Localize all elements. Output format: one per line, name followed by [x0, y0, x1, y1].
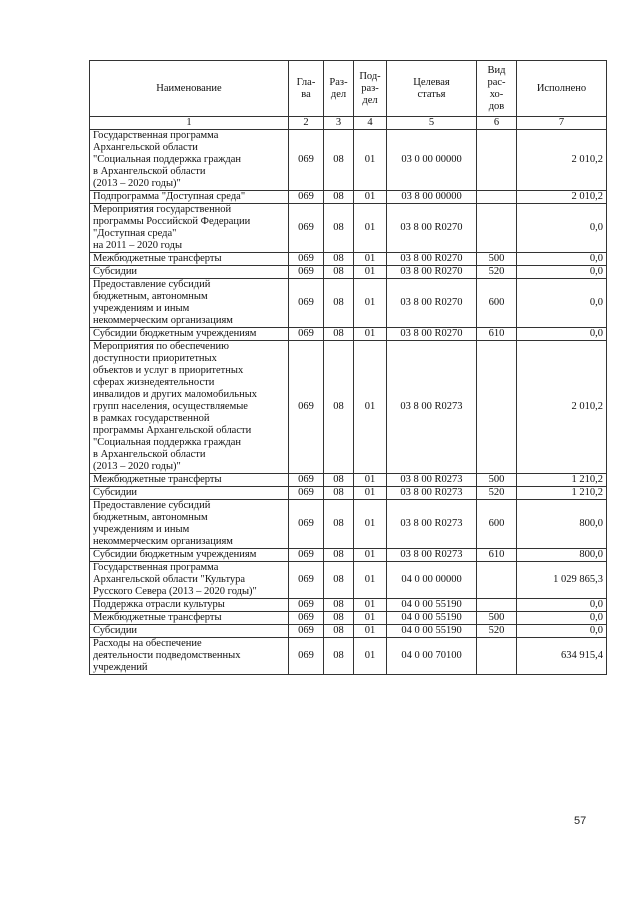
table-row — [90, 253, 607, 266]
row-section: 08 — [324, 500, 354, 549]
row-target: 03 8 00 R0273 — [387, 500, 477, 549]
table-header-row — [90, 61, 607, 117]
row-chapter: 069 — [289, 191, 324, 204]
column-number: 1 — [90, 117, 289, 130]
table-row — [90, 599, 607, 612]
row-executed: 0,0 — [517, 612, 607, 625]
row-target: 04 0 00 55190 — [387, 599, 477, 612]
row-executed: 1 029 865,3 — [517, 562, 607, 599]
row-chapter: 069 — [289, 500, 324, 549]
row-target: 03 8 00 R0270 — [387, 266, 477, 279]
row-subsection: 01 — [354, 253, 387, 266]
row-target: 04 0 00 55190 — [387, 612, 477, 625]
row-name: Субсидии — [90, 625, 289, 638]
page-number: 57 — [574, 815, 587, 827]
row-name: Межбюджетные трансферты — [90, 474, 289, 487]
table-row — [90, 612, 607, 625]
column-number: 7 — [517, 117, 607, 130]
row-expense-type — [477, 191, 517, 204]
row-chapter: 069 — [289, 638, 324, 675]
row-section: 08 — [324, 266, 354, 279]
row-subsection: 01 — [354, 328, 387, 341]
row-section: 08 — [324, 253, 354, 266]
row-target: 04 0 00 00000 — [387, 562, 477, 599]
row-chapter: 069 — [289, 625, 324, 638]
column-number: 5 — [387, 117, 477, 130]
row-section: 08 — [324, 612, 354, 625]
table-row — [90, 266, 607, 279]
row-expense-type — [477, 562, 517, 599]
row-target: 03 8 00 00000 — [387, 191, 477, 204]
row-expense-type — [477, 130, 517, 191]
row-section: 08 — [324, 328, 354, 341]
row-subsection: 01 — [354, 612, 387, 625]
row-subsection: 01 — [354, 638, 387, 675]
header-subsection: Под- раз- дел — [354, 61, 387, 117]
table-row — [90, 487, 607, 500]
row-executed: 0,0 — [517, 328, 607, 341]
row-expense-type: 500 — [477, 474, 517, 487]
row-expense-type — [477, 204, 517, 253]
row-target: 03 8 00 R0270 — [387, 279, 477, 328]
column-numbers-row — [90, 117, 607, 130]
row-subsection: 01 — [354, 341, 387, 474]
table-row — [90, 341, 607, 474]
column-number: 4 — [354, 117, 387, 130]
table-row — [90, 328, 607, 341]
row-target: 03 8 00 R0273 — [387, 487, 477, 500]
row-chapter: 069 — [289, 474, 324, 487]
row-executed: 0,0 — [517, 253, 607, 266]
row-name: Поддержка отрасли культуры — [90, 599, 289, 612]
row-chapter: 069 — [289, 130, 324, 191]
row-executed: 800,0 — [517, 500, 607, 549]
table-row — [90, 549, 607, 562]
row-executed: 0,0 — [517, 599, 607, 612]
table-row — [90, 191, 607, 204]
row-executed: 2 010,2 — [517, 130, 607, 191]
row-subsection: 01 — [354, 474, 387, 487]
row-executed: 634 915,4 — [517, 638, 607, 675]
row-expense-type: 500 — [477, 612, 517, 625]
header-target: Целевая статья — [387, 61, 477, 117]
table-body — [90, 130, 607, 675]
row-executed: 2 010,2 — [517, 191, 607, 204]
row-subsection: 01 — [354, 625, 387, 638]
table-row — [90, 130, 607, 191]
row-subsection: 01 — [354, 204, 387, 253]
header-expense-type: Вид рас- хо- дов — [477, 61, 517, 117]
row-section: 08 — [324, 487, 354, 500]
row-executed: 0,0 — [517, 266, 607, 279]
row-chapter: 069 — [289, 279, 324, 328]
row-section: 08 — [324, 599, 354, 612]
row-chapter: 069 — [289, 612, 324, 625]
table-row — [90, 279, 607, 328]
table-row — [90, 562, 607, 599]
row-name: Мероприятия государственной программы Российской Федерации "Доступная среда" на 2011 – 2020 годы — [90, 204, 289, 253]
row-chapter: 069 — [289, 549, 324, 562]
row-name: Субсидии бюджетным учреждениям — [90, 328, 289, 341]
row-chapter: 069 — [289, 253, 324, 266]
row-executed: 1 210,2 — [517, 474, 607, 487]
row-section: 08 — [324, 474, 354, 487]
row-chapter: 069 — [289, 599, 324, 612]
row-expense-type: 500 — [477, 253, 517, 266]
row-section: 08 — [324, 549, 354, 562]
row-expense-type — [477, 341, 517, 474]
row-name: Государственная программа Архангельской области "Культура Русского Севера (2013 – 2020 годы)" — [90, 562, 289, 599]
row-subsection: 01 — [354, 549, 387, 562]
row-name: Субсидии — [90, 487, 289, 500]
row-target: 03 8 00 R0270 — [387, 253, 477, 266]
row-expense-type: 520 — [477, 266, 517, 279]
row-expense-type: 520 — [477, 625, 517, 638]
row-name: Межбюджетные трансферты — [90, 253, 289, 266]
row-chapter: 069 — [289, 328, 324, 341]
row-name: Подпрограмма "Доступная среда" — [90, 191, 289, 204]
row-section: 08 — [324, 562, 354, 599]
row-name: Субсидии — [90, 266, 289, 279]
row-executed: 0,0 — [517, 279, 607, 328]
row-section: 08 — [324, 279, 354, 328]
row-expense-type: 610 — [477, 549, 517, 562]
budget-table — [89, 60, 607, 675]
row-target: 03 0 00 00000 — [387, 130, 477, 191]
row-section: 08 — [324, 341, 354, 474]
row-executed: 800,0 — [517, 549, 607, 562]
row-expense-type — [477, 599, 517, 612]
row-target: 04 0 00 70100 — [387, 638, 477, 675]
row-name: Расходы на обеспечение деятельности подведомственных учреждений — [90, 638, 289, 675]
row-section: 08 — [324, 625, 354, 638]
row-expense-type — [477, 638, 517, 675]
column-number: 2 — [289, 117, 324, 130]
row-target: 03 8 00 R0273 — [387, 474, 477, 487]
row-subsection: 01 — [354, 191, 387, 204]
row-chapter: 069 — [289, 204, 324, 253]
row-section: 08 — [324, 191, 354, 204]
row-name: Субсидии бюджетным учреждениям — [90, 549, 289, 562]
table-row — [90, 474, 607, 487]
header-name: Наименование — [90, 61, 289, 117]
table-row — [90, 204, 607, 253]
row-subsection: 01 — [354, 599, 387, 612]
row-section: 08 — [324, 204, 354, 253]
row-target: 03 8 00 R0270 — [387, 204, 477, 253]
row-name: Государственная программа Архангельской области "Социальная поддержка граждан в Архангельской области (2013 – 2020 годы)" — [90, 130, 289, 191]
row-executed: 0,0 — [517, 625, 607, 638]
row-name: Предоставление субсидий бюджетным, автономным учреждениям и иным некоммерческим организациям — [90, 279, 289, 328]
header-section: Раз- дел — [324, 61, 354, 117]
row-target: 03 8 00 R0270 — [387, 328, 477, 341]
table-row — [90, 638, 607, 675]
row-subsection: 01 — [354, 130, 387, 191]
row-name: Мероприятия по обеспечению доступности приоритетных объектов и услуг в приоритетных сферах жизнедеятельности инвалидов и других маломобильных групп населения, осуществляемые в рамках государственной программы Архангельской области "Социальная поддержка граждан в Архангельской области (2013 – 2020 годы)" — [90, 341, 289, 474]
row-executed: 0,0 — [517, 204, 607, 253]
table-row — [90, 625, 607, 638]
row-chapter: 069 — [289, 266, 324, 279]
row-executed: 2 010,2 — [517, 341, 607, 474]
row-subsection: 01 — [354, 279, 387, 328]
row-name: Предоставление субсидий бюджетным, автономным учреждениям и иным некоммерческим организациям — [90, 500, 289, 549]
row-subsection: 01 — [354, 500, 387, 549]
header-chapter: Гла- ва — [289, 61, 324, 117]
row-target: 03 8 00 R0273 — [387, 341, 477, 474]
row-chapter: 069 — [289, 562, 324, 599]
row-name: Межбюджетные трансферты — [90, 612, 289, 625]
row-expense-type: 600 — [477, 500, 517, 549]
row-subsection: 01 — [354, 487, 387, 500]
row-chapter: 069 — [289, 487, 324, 500]
row-target: 03 8 00 R0273 — [387, 549, 477, 562]
row-chapter: 069 — [289, 341, 324, 474]
row-subsection: 01 — [354, 266, 387, 279]
row-expense-type: 610 — [477, 328, 517, 341]
column-number: 3 — [324, 117, 354, 130]
row-section: 08 — [324, 638, 354, 675]
row-expense-type: 520 — [477, 487, 517, 500]
row-expense-type: 600 — [477, 279, 517, 328]
header-executed: Исполнено — [517, 61, 607, 117]
row-executed: 1 210,2 — [517, 487, 607, 500]
row-subsection: 01 — [354, 562, 387, 599]
table-row — [90, 500, 607, 549]
column-number: 6 — [477, 117, 517, 130]
row-target: 04 0 00 55190 — [387, 625, 477, 638]
row-section: 08 — [324, 130, 354, 191]
